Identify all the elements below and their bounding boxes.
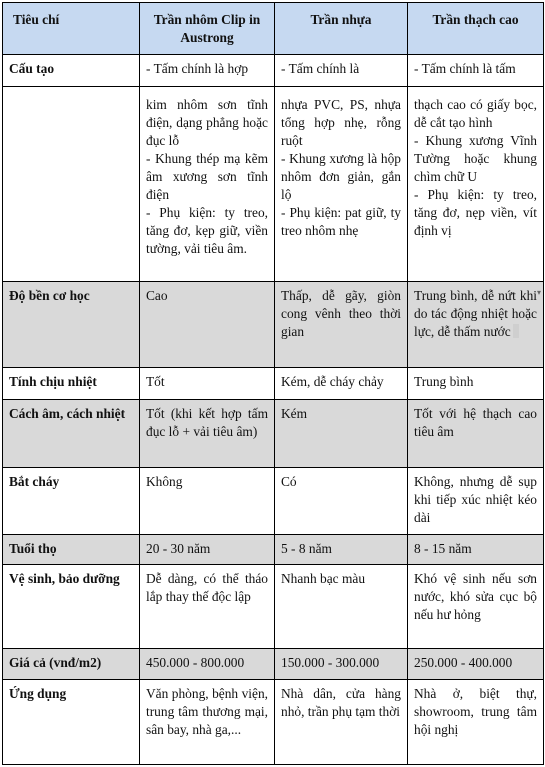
table-cell	[275, 87, 408, 282]
cell-text: nhựa PVC, PS, nhựa tổng hợp nhẹ, rỗng ruột - Khung xương là hộp nhôm đơn giản, gắn lộ - Phụ kiện: pat giữ, ty treo nhôm nhẹ	[281, 97, 401, 238]
table-row	[3, 55, 544, 87]
table-cell: Nhà dân, cửa hàng nhỏ, trần phụ tạm thời	[275, 680, 408, 765]
table-row	[3, 400, 544, 468]
table-cell: 250.000 - 400.000	[408, 649, 544, 680]
table-cell: Không	[140, 468, 275, 535]
table-row	[3, 565, 544, 649]
row-label: Tính chịu nhiệt	[3, 368, 140, 400]
table-cell: - Tấm chính là	[275, 55, 408, 87]
table-cell: Nhà ở, biệt thự, showroom, trung tâm hội nghị	[408, 680, 544, 765]
table-row	[3, 368, 544, 400]
row-label: Tuổi thọ	[3, 535, 140, 565]
table-cell: 450.000 - 800.000	[140, 649, 275, 680]
table-cell: Có	[275, 468, 408, 535]
table-cell: Trung bình	[408, 368, 544, 400]
table-cell: Khó vệ sinh nếu sơn nước, khó sửa cục bộ nếu hư hỏng	[408, 565, 544, 649]
table-cell: Cao	[140, 282, 275, 368]
table-cell	[140, 87, 275, 282]
table-cell: Nhanh bạc màu	[275, 565, 408, 649]
table-cell: Dễ dàng, có thể tháo lắp thay thế độc lập	[140, 565, 275, 649]
row-label: Vệ sinh, bảo dưỡng	[3, 565, 140, 649]
row-label: Cấu tạo	[3, 55, 140, 87]
cell-text: Trung bình, dễ nứt khi do tác động nhiệt hoặc lực, dễ thấm nước	[414, 288, 537, 339]
table-cell	[408, 87, 544, 282]
table-row	[3, 649, 544, 680]
table-cell: 5 - 8 năm	[275, 535, 408, 565]
header-gypsum-ceiling: Trần thạch cao	[408, 3, 544, 55]
table-row	[3, 87, 544, 282]
table-cell: 8 - 15 năm	[408, 535, 544, 565]
table-cell: Thấp, dễ gãy, giòn cong vênh theo thời gian	[275, 282, 408, 368]
dropdown-arrow-icon[interactable]: ▾	[536, 288, 541, 297]
comparison-table	[2, 2, 544, 765]
row-label: Ứng dụng	[3, 680, 140, 765]
table-cell: 20 - 30 năm	[140, 535, 275, 565]
table-cell: Không, nhưng dễ sụp khi tiếp xúc nhiệt kéo dài	[408, 468, 544, 535]
table-row	[3, 468, 544, 535]
row-label: Độ bền cơ học	[3, 282, 140, 368]
table-cell: Tốt (khi kết hợp tấm đục lỗ + vải tiêu âm)	[140, 400, 275, 468]
table-row	[3, 680, 544, 765]
table-row	[3, 282, 544, 368]
header-aluminum-ceiling: Trần nhôm Clip in Austrong	[140, 3, 275, 55]
text-cursor	[513, 324, 519, 338]
row-label	[3, 87, 140, 282]
header-row	[3, 3, 544, 55]
table-cell: Tốt với hệ thạch cao tiêu âm	[408, 400, 544, 468]
table-cell: Kém	[275, 400, 408, 468]
cell-text: thạch cao có giấy bọc, dễ cắt tạo hình - Khung xương Vĩnh Tường hoặc khung chìm chữ U - Phụ kiện: ty treo, tăng đơ, nẹp viền, vít định vị	[414, 97, 537, 238]
row-label: Giá cả (vnđ/m2)	[3, 649, 140, 680]
table-cell: Kém, dễ cháy chảy	[275, 368, 408, 400]
table-row	[3, 535, 544, 565]
table-cell-active[interactable]	[408, 282, 544, 368]
row-label: Bắt cháy	[3, 468, 140, 535]
row-label: Cách âm, cách nhiệt	[3, 400, 140, 468]
cell-text: kim nhôm sơn tĩnh điện, dạng phẳng hoặc đục lỗ - Khung thép mạ kẽm âm xương sơn tĩnh điện - Phụ kiện: ty treo, tăng đơ, kẹp giữ, viền tường, vải tiêu âm.	[146, 97, 268, 256]
table-cell: - Tấm chính là tấm	[408, 55, 544, 87]
table-cell: 150.000 - 300.000	[275, 649, 408, 680]
header-criteria: Tiêu chí	[3, 3, 140, 55]
table-cell: Tốt	[140, 368, 275, 400]
header-plastic-ceiling: Trần nhựa	[275, 3, 408, 55]
table-cell: - Tấm chính là hợp	[140, 55, 275, 87]
table-cell: Văn phòng, bệnh viện, trung tâm thương mại, sân bay, nhà ga,...	[140, 680, 275, 765]
